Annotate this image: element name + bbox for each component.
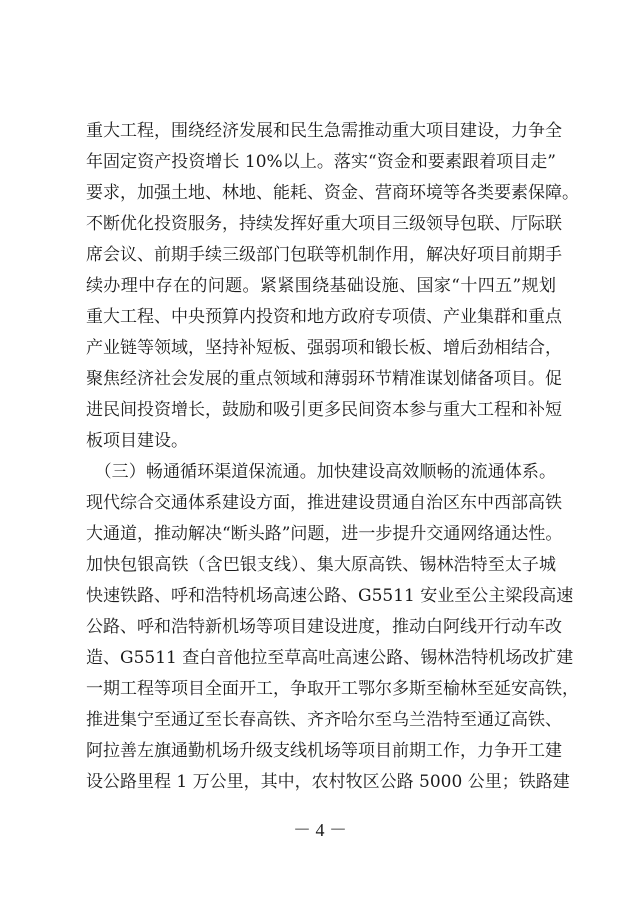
text-line: （三）畅通循环渠道保流通。加快建设高效顺畅的流通体系。 [86,462,556,482]
text-line: 不断优化投资服务，持续发挥好重大项目三级领导包联、厅际联 [86,214,562,234]
text-line: 阿拉善左旗通勤机场升级支线机场等项目前期工作，力争开工建 [86,741,562,761]
page-number: － 4 － [293,820,347,840]
text-line: 年固定资产投资增长 10%以上。落实“资金和要素跟着项目走” [86,152,556,172]
text-line: 重大工程、中央预算内投资和地方政府专项债、产业集群和重点 [86,307,562,327]
text-line: 续办理中存在的问题。紧紧围绕基础设施、国家“十四五”规划 [86,276,556,296]
text-line: 要求，加强土地、林地、能耗、资金、营商环境等各类要素保障。 [86,183,579,203]
text-line: 推进集宁至通辽至长春高铁、齐齐哈尔至乌兰浩特至通辽高铁、 [86,710,562,730]
text-line: 设公路里程 1 万公里，其中，农村牧区公路 5000 公里；铁路建 [86,772,570,792]
text-line: 大通道，推动解决“断头路”问题，进一步提升交通网络通达性。 [86,524,563,544]
text-line: 快速铁路、呼和浩特机场高速公路、G5511 安业至公主梁段高速 [86,586,574,606]
body-text [86,116,579,798]
text-line: 进民间投资增长，鼓励和吸引更多民间资本参与重大工程和补短 [86,400,562,420]
text-line: 一期工程等项目全面开工，争取开工鄂尔多斯至榆林至延安高铁， [86,679,579,699]
text-line: 加快包银高铁（含巴银支线）、集大原高铁、锡林浩特至太子城 [86,555,556,575]
text-line: 席会议、前期手续三级部门包联等机制作用，解决好项目前期手 [86,245,562,265]
text-line: 造、G5511 查白音他拉至草高吐高速公路、锡林浩特机场改扩建 [86,648,574,668]
text-line: 重大工程，围绕经济发展和民生急需推动重大项目建设，力争全 [86,121,562,141]
text-line: 聚焦经济社会发展的重点领域和薄弱环节精准谋划储备项目。促 [86,369,562,389]
text-line: 板项目建设。 [86,431,188,451]
text-line: 产业链等领域，坚持补短板、强弱项和锻长板、增后劲相结合， [86,338,562,358]
text-line: 现代综合交通体系建设方面，推进建设贯通自治区东中西部高铁 [86,493,562,513]
text-line: 公路、呼和浩特新机场等项目建设进度，推动白阿线开行动车改 [86,617,562,637]
